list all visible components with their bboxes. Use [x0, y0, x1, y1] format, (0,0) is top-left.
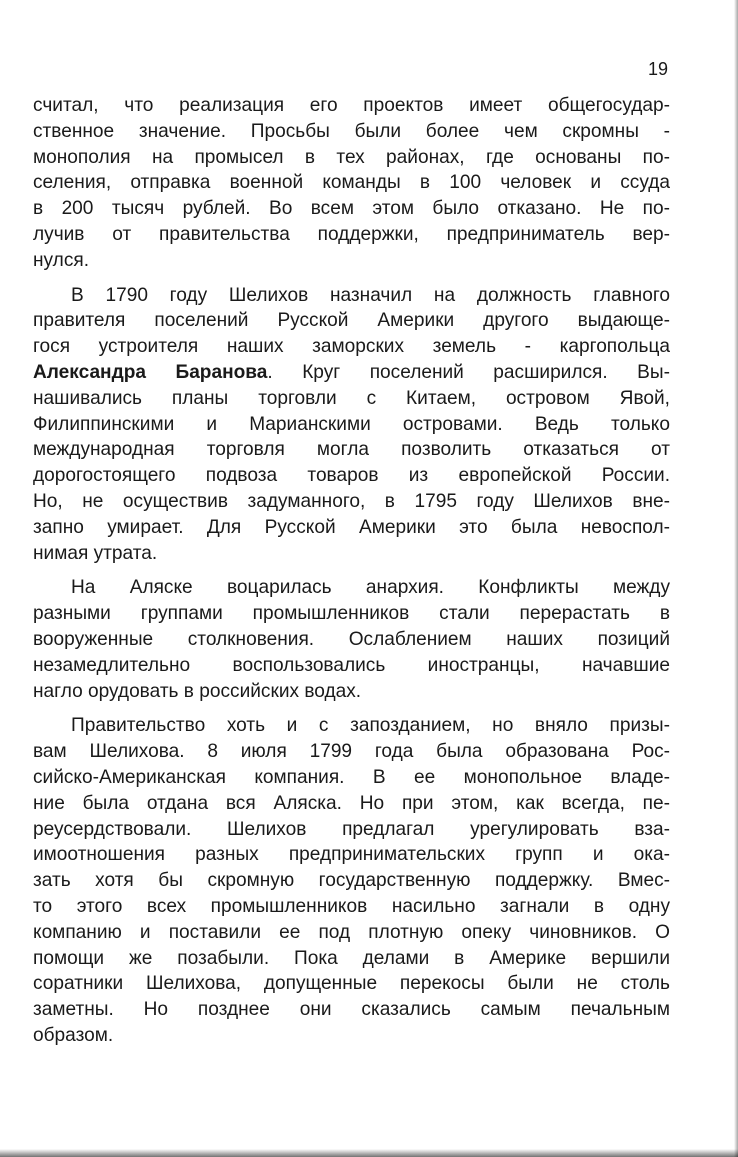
- text-line-content: На Аляске воцарилась анархия. Конфликты между: [71, 577, 670, 599]
- page-right-edge-shadow: [734, 0, 738, 1157]
- paragraph-1: [33, 93, 670, 274]
- text-line: образом.: [33, 1024, 114, 1046]
- text-line: помощи же позабыли. Пока делами в Америке вершили: [33, 947, 670, 969]
- text-line: нулся.: [33, 249, 90, 271]
- text-line: то этого всех промышленников насильно загнали в одну: [33, 895, 670, 917]
- text-line: в 200 тысяч рублей. Во всем этом было отказано. Не по-: [33, 198, 670, 220]
- text-line: [33, 575, 670, 601]
- text-line: запно умирает. Для Русской Америки это была невоспол-: [33, 516, 670, 538]
- text-line-content: В 1790 году Шелихов назначил на должность главного: [71, 284, 670, 306]
- text-line: правителя поселений Русской Америки другого выдающе-: [33, 310, 670, 332]
- text-line: Филиппинскими и Марианскими островами. Ведь только: [33, 413, 670, 435]
- text-line: дорогостоящего подвоза товаров из европейской России.: [33, 465, 670, 487]
- text-line: монополия на промысел в тех районах, где основаны по-: [33, 146, 670, 168]
- text-line: компанию и поставили ее под плотную опеку чиновников. О: [33, 921, 670, 943]
- text-line: сийско-Американская компания. В ее монопольное владе-: [33, 766, 670, 788]
- text-line: считал, что реализация его проектов имеет общегосудар-: [33, 95, 670, 116]
- text-line-content: Круг поселений расширился. Вы-: [302, 361, 670, 383]
- text-line-content: Правительство хоть и с запозданием, но вняло призы-: [71, 715, 670, 737]
- bold-suffix: .: [267, 361, 303, 383]
- text-line: [33, 360, 670, 386]
- text-line: нагло орудовать в российских водах.: [33, 680, 362, 702]
- text-line: международная торговля могла позволить отказаться от: [33, 439, 670, 461]
- text-line: вооруженные столкновения. Ослаблением наших позиций: [33, 628, 670, 650]
- paragraph-2: [33, 283, 670, 567]
- text-line: Но, не осуществив задуманного, в 1795 году Шелихов вне-: [33, 490, 670, 512]
- text-line: нимая утрата.: [33, 542, 158, 564]
- text-line: зать хотя бы скромную государственную поддержку. Вмес-: [33, 870, 670, 892]
- text-line: заметны. Но позднее они сказались самым печальным: [33, 999, 670, 1021]
- page-number: 19: [647, 59, 668, 79]
- text-line: лучив от правительства поддержки, предприниматель вер-: [33, 223, 670, 245]
- text-line: имоотношения разных предпринимательских групп и ока-: [33, 844, 670, 866]
- text-line: ственное значение. Просьбы были более чем скромны -: [33, 120, 670, 142]
- paragraph-4: [33, 713, 670, 1048]
- page-bottom-edge-shadow: [0, 1149, 738, 1157]
- text-line: вам Шелихова. 8 июля 1799 года была образована Рос-: [33, 741, 670, 763]
- text-line: нашивались планы торговли с Китаем, островом Явой,: [33, 387, 670, 409]
- bold-name: Александра Баранова: [33, 361, 268, 383]
- text-line: разными группами промышленников стали перерастать в: [33, 603, 670, 625]
- text-line: гося устроителя наших заморских земель - каргопольца: [33, 336, 670, 358]
- paragraph-3: [33, 575, 670, 704]
- text-line: [33, 713, 670, 739]
- text-line: ние была отдана вся Аляска. Но при этом, как всегда, пе-: [33, 792, 670, 814]
- body-text: [33, 93, 670, 1058]
- text-line: [33, 283, 670, 309]
- text-line: реусердствовали. Шелихов предлагал урегулировать вза-: [33, 818, 670, 840]
- text-line: селения, отправка военной команды в 100 человек и ссуда: [33, 172, 670, 194]
- text-line: соратники Шелихова, допущенные перекосы были не столь: [33, 973, 670, 995]
- text-line: незамедлительно воспользовались иностранцы, начавшие: [33, 654, 670, 676]
